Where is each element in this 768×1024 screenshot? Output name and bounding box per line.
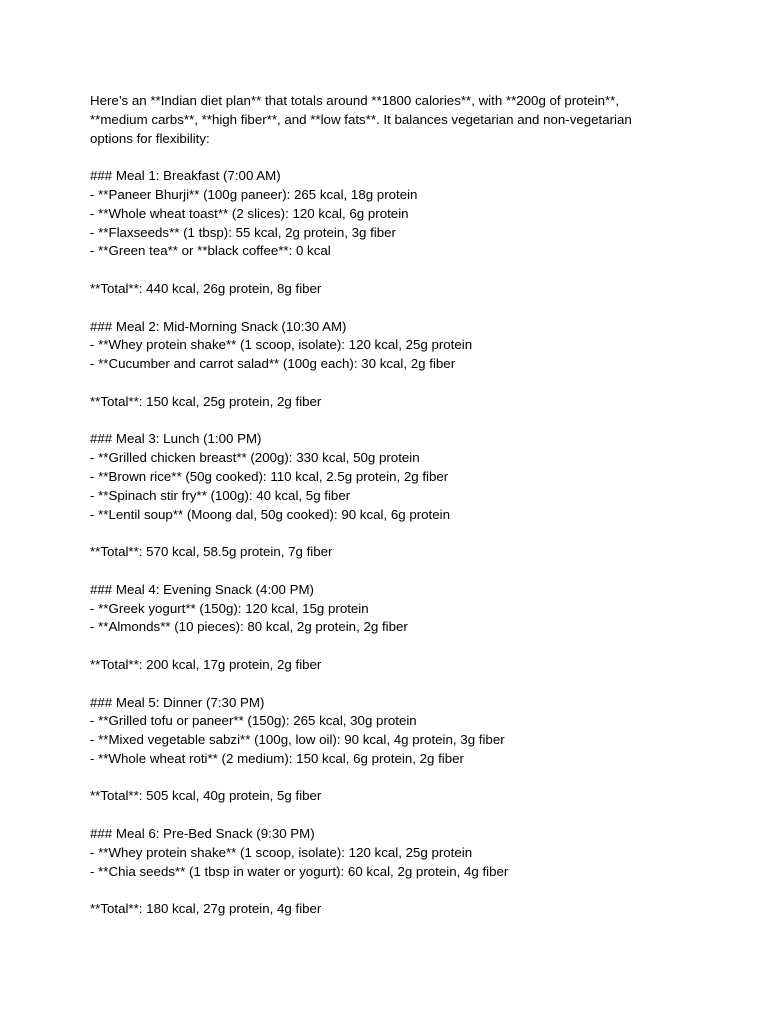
spacer xyxy=(90,148,690,167)
spacer xyxy=(90,261,690,280)
meal-total: **Total**: 570 kcal, 58.5g protein, 7g fiber xyxy=(90,544,333,560)
meal-item: - **Whole wheat toast** (2 slices): 120 kcal, 6g protein xyxy=(90,205,409,221)
meal-item: - **Spinach stir fry** (100g): 40 kcal, 5g fiber xyxy=(90,487,351,503)
spacer xyxy=(90,562,690,581)
spacer xyxy=(90,299,690,318)
meal-section-6 xyxy=(90,825,690,919)
meal-total: **Total**: 505 kcal, 40g protein, 5g fiber xyxy=(90,788,322,804)
meal-item: - **Grilled chicken breast** (200g): 330 kcal, 50g protein xyxy=(90,450,420,466)
spacer xyxy=(90,806,690,825)
meal-item: - **Whey protein shake** (1 scoop, isolate): 120 kcal, 25g protein xyxy=(90,337,473,353)
meal-item: - **Paneer Bhurji** (100g paneer): 265 kcal, 18g protein xyxy=(90,186,418,202)
spacer xyxy=(90,637,690,656)
meal-item: - **Grilled tofu or paneer** (150g): 265 kcal, 30g protein xyxy=(90,713,417,729)
meal-item: - **Cucumber and carrot salad** (100g each): 30 kcal, 2g fiber xyxy=(90,356,456,372)
meal-heading: ### Meal 6: Pre-Bed Snack (9:30 PM) xyxy=(90,826,315,842)
meal-section-3 xyxy=(90,430,690,562)
spacer xyxy=(90,881,690,900)
intro-line: **medium carbs**, **high fiber**, and **low fats**. It balances vegetarian and non-vegetarian xyxy=(90,111,632,127)
meal-heading: ### Meal 1: Breakfast (7:00 AM) xyxy=(90,168,281,184)
spacer xyxy=(90,374,690,393)
spacer xyxy=(90,524,690,543)
meal-item: - **Chia seeds** (1 tbsp in water or yogurt): 60 kcal, 2g protein, 4g fiber xyxy=(90,863,509,879)
meal-heading: ### Meal 4: Evening Snack (4:00 PM) xyxy=(90,581,314,597)
intro-line: Here’s an **Indian diet plan** that totals around **1800 calories**, with **200g of protein**, xyxy=(90,93,620,108)
spacer xyxy=(90,412,690,431)
intro-line: options for flexibility: xyxy=(90,130,210,146)
meal-section-2 xyxy=(90,318,690,412)
meal-heading: ### Meal 3: Lunch (1:00 PM) xyxy=(90,431,262,447)
spacer xyxy=(90,675,690,694)
meal-item: - **Whey protein shake** (1 scoop, isolate): 120 kcal, 25g protein xyxy=(90,844,473,860)
meal-section-5 xyxy=(90,694,690,807)
meal-heading: ### Meal 5: Dinner (7:30 PM) xyxy=(90,694,265,710)
meal-total: **Total**: 440 kcal, 26g protein, 8g fiber xyxy=(90,280,322,296)
intro-paragraph xyxy=(90,92,690,148)
meal-item: - **Whole wheat roti** (2 medium): 150 kcal, 6g protein, 2g fiber xyxy=(90,750,464,766)
meal-heading: ### Meal 2: Mid-Morning Snack (10:30 AM) xyxy=(90,318,347,334)
meal-item: - **Brown rice** (50g cooked): 110 kcal, 2.5g protein, 2g fiber xyxy=(90,468,449,484)
meal-item: - **Flaxseeds** (1 tbsp): 55 kcal, 2g protein, 3g fiber xyxy=(90,224,396,240)
meal-total: **Total**: 150 kcal, 25g protein, 2g fiber xyxy=(90,393,322,409)
meal-item: - **Lentil soup** (Moong dal, 50g cooked): 90 kcal, 6g protein xyxy=(90,506,450,522)
spacer xyxy=(90,769,690,788)
meal-total: **Total**: 200 kcal, 17g protein, 2g fiber xyxy=(90,656,322,672)
meal-total: **Total**: 180 kcal, 27g protein, 4g fiber xyxy=(90,901,322,917)
meal-item: - **Greek yogurt** (150g): 120 kcal, 15g protein xyxy=(90,600,369,616)
meal-section-1 xyxy=(90,167,690,299)
meal-item: - **Mixed vegetable sabzi** (100g, low oil): 90 kcal, 4g protein, 3g fiber xyxy=(90,732,505,748)
document-page xyxy=(90,92,690,919)
meal-item: - **Almonds** (10 pieces): 80 kcal, 2g protein, 2g fiber xyxy=(90,619,408,635)
meal-section-4 xyxy=(90,581,690,675)
meal-item: - **Green tea** or **black coffee**: 0 kcal xyxy=(90,243,331,259)
